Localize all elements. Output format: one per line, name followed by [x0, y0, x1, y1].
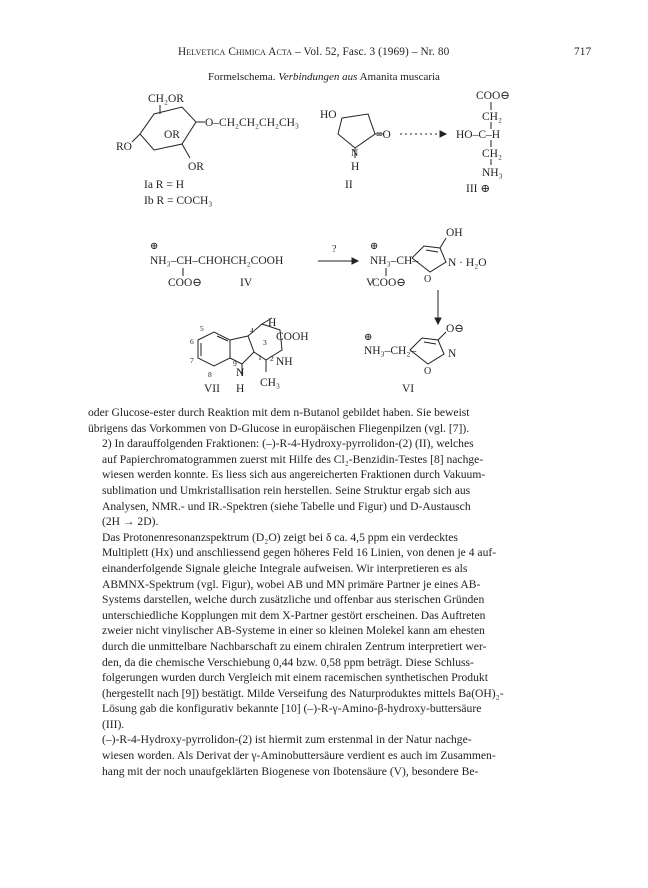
structure-III-label: III ⊕ — [466, 183, 490, 195]
structure-IV-formula: NH₃–CH–CHOHCH₂COOH — [150, 255, 284, 267]
structure-Ia-label: Ia R = H — [144, 179, 185, 191]
structure-VII-cooh: COOH — [276, 331, 309, 343]
structure-V-question: ? — [332, 244, 337, 255]
text-line: Das Protonenresonanzspektrum (D₂O) zeigt bei δ ca. 4,5 ppm ein verdecktes — [102, 530, 458, 544]
scheme-caption: Formelschema. Verbindungen aus Amanita muscaria — [208, 71, 440, 83]
paragraph-3 — [88, 530, 553, 733]
text-line: 2) In darauffolgenden Fraktionen: (–)-R-4-Hydroxy-pyrrolidon-(2) (II), welches — [102, 437, 474, 451]
structure-I-or1: OR — [164, 129, 180, 141]
text-line: oder Glucose-ester durch Reaktion mit dem n-Butanol gebildet haben. Sie beweist — [88, 406, 470, 419]
structure-V-o: O — [424, 274, 432, 285]
structure-I-chain: O–CH₂CH₂CH₂CH₃ — [205, 117, 299, 129]
structure-II-h: H — [351, 161, 360, 173]
structure-V-plus: ⊕ — [370, 241, 379, 252]
structure-VII-h: H — [268, 317, 277, 329]
structure-VII-benzo — [198, 332, 230, 366]
svg-text:5: 5 — [200, 324, 204, 333]
text-line: Systems darstellen, welche durch zusätzliche und offenbar aus sterischen Gründen — [102, 593, 485, 607]
text-line: Analysen, NMR.- und IR.-Spektren (siehe Tabelle und Figur) und D-Austausch — [102, 499, 471, 513]
structure-VII-ch3: CH₃ — [260, 377, 280, 389]
text-line: durch die unmittelbare Nachbarschaft zu einem chiralen Zentrum interpretiert wer- — [102, 639, 487, 653]
structure-VI-om: O⊖ — [446, 323, 464, 335]
article-body — [88, 405, 553, 779]
structure-IV-coo: COO⊖ — [168, 277, 202, 289]
text-line: sublimation und Umkristallisation rein herstellen. Seine Struktur ergab sich aus — [102, 483, 471, 497]
journal-title: Helvetica Chimica Acta – Vol. 52, Fasc. 3 (1969) – Nr. 80 — [178, 46, 450, 58]
svg-text:3: 3 — [263, 338, 267, 347]
svg-text:2: 2 — [270, 354, 274, 363]
page-number: 717 — [574, 46, 592, 58]
text-line: wiesen werden konnte. Es liess sich aus angereicherten Fraktionen durch Vakuum- — [102, 468, 486, 482]
text-line: ABMNX-Spektrum (vgl. Figur), wobei AB und MN primäre Partner je eines AB- — [102, 577, 481, 591]
structure-III-nh3: NH₃ — [482, 167, 503, 179]
structure-V-n: N · H₂O — [448, 257, 487, 269]
structure-VI-o: O — [424, 366, 432, 377]
text-line: (hergestellt nach [9]) bestätigt. Milde Verseifung des Naturproduktes mittels Ba(OH)₂- — [102, 686, 504, 700]
structure-VII-nh: NH — [276, 356, 293, 368]
structure-VI-plus: ⊕ — [364, 332, 373, 343]
text-line: auf Papierchromatogrammen zuerst mit Hilfe des Cl₂-Benzidin-Testes [8] nachge- — [102, 452, 484, 466]
paragraph-1 — [88, 405, 553, 436]
structure-VII-label: VII — [204, 383, 220, 395]
text-line: zweier nicht vinylischer AB-Systeme in einer so kleinen Molekel kann am ehesten — [102, 624, 485, 638]
structure-V-coo: COO⊖ — [372, 277, 406, 289]
text-line: unterschiedliche Kopplungen mit dem X-Partner gestört erscheinen. Das Auftreten — [102, 608, 486, 622]
text-line: folgerungen wurden durch Vergleich mit einem racemischen synthetischen Produkt — [102, 671, 488, 685]
text-line: übrigens das Vorkommen von D-Glucose in europäischen Fliegenpilzen (vgl. [7]). — [88, 421, 470, 435]
structure-VI-formula: NH₃–CH₂– — [364, 345, 417, 357]
structure-V-formula: NH₃–CH– — [370, 255, 419, 267]
text-line: Lösung gab die konfigurativ bekannte [10] (–)-R-γ-Amino-β-hydroxy-buttersäure — [102, 702, 482, 716]
structure-II-ho: HO — [320, 109, 337, 121]
structure-I-ch2or: CH₂OR — [148, 93, 184, 105]
structure-III-hoch: HO–C–H — [456, 129, 501, 141]
structure-VII-n: N — [236, 367, 245, 379]
structure-VII-locants — [190, 324, 274, 379]
structure-II-label: II — [345, 179, 353, 191]
text-line: den, da die chemische Verschiebung 0,44 bzw. 0,58 ppm beträgt. Diese Schluss- — [102, 655, 474, 669]
text-line: wiesen worden. Als Derivat der γ-Aminobuttersäure verdient es auch im Zusammen- — [102, 749, 496, 763]
structure-VII-hbot: H — [236, 383, 245, 395]
structure-V-label: V — [366, 277, 375, 289]
structure-III-ch2b: CH₂ — [482, 148, 502, 160]
structure-III-ch2a: CH₂ — [482, 111, 502, 123]
structure-VI-label: VI — [402, 383, 415, 395]
svg-text:4: 4 — [250, 326, 254, 335]
structure-I-or2: OR — [188, 161, 204, 173]
structure-II-n: N — [351, 148, 359, 159]
svg-text:6: 6 — [190, 337, 194, 346]
structure-VI-n: N — [448, 348, 457, 360]
svg-text:9: 9 — [233, 359, 237, 368]
structure-Ib-label: Ib R = COCH₃ — [144, 195, 213, 207]
text-line: (2H → 2D). — [102, 515, 159, 529]
svg-text:8: 8 — [208, 370, 212, 379]
formula-scheme — [0, 80, 648, 400]
svg-text:1: 1 — [258, 353, 262, 362]
structure-V-oh: OH — [446, 227, 463, 239]
text-line: (III). — [102, 717, 125, 731]
paragraph-4 — [88, 732, 553, 779]
paragraph-2 — [88, 436, 553, 530]
svg-text:7: 7 — [190, 356, 194, 365]
structure-IV-label: IV — [240, 277, 253, 289]
structure-II-ring — [338, 114, 375, 148]
text-line: (–)-R-4-Hydroxy-pyrrolidon-(2) ist hiermit zum erstenmal in der Natur nachge- — [102, 733, 472, 747]
structure-IV-plus: ⊕ — [150, 241, 159, 252]
text-line: einanderfolgende Signale gleiche Integrale aufweisen. Wir interpretieren es als — [102, 561, 468, 575]
text-line: hang mit der noch unaufgeklärten Biogenese von Ibotensäure (V), besondere Be- — [102, 764, 479, 778]
structure-I-ro: RO — [116, 141, 132, 153]
structure-III-coo: COO⊖ — [476, 90, 510, 102]
structure-II-o: =O — [376, 129, 391, 141]
text-line: Multiplett (Hx) und anschliessend gegen höheres Feld 16 Linien, von denen je 4 auf- — [102, 546, 497, 560]
